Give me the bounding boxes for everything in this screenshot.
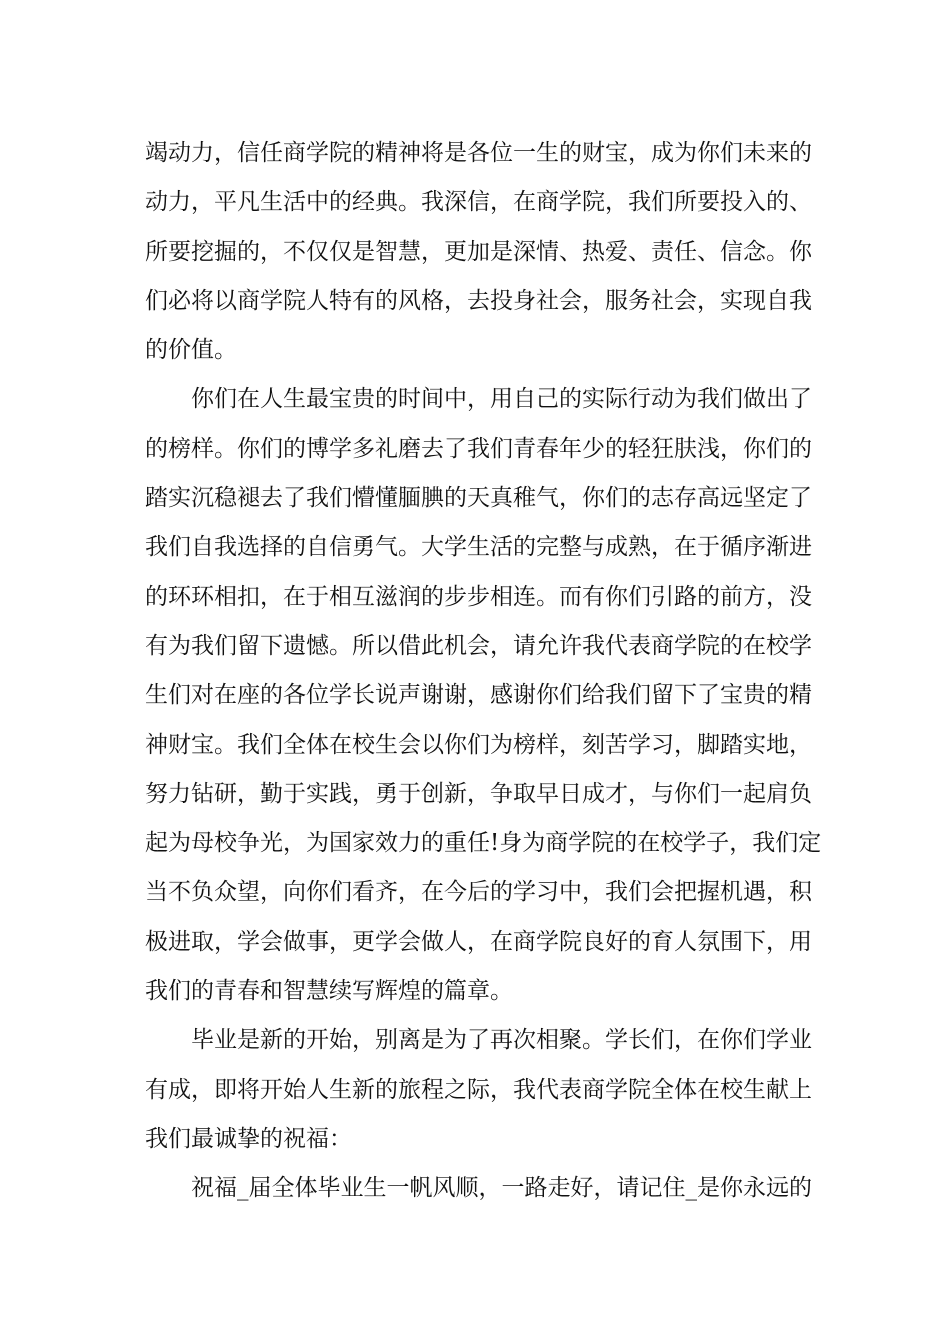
text-line: 所要挖掘的，不仅仅是智慧，更加是深情、热爱、责任、信念。你 [145, 238, 812, 265]
paragraph-3 [145, 1016, 810, 1164]
text-line: 踏实沉稳褪去了我们懵懂腼腆的天真稚气，你们的志存高远坚定了 [145, 485, 812, 512]
text-line: 祝福_届全体毕业生一帆风顺，一路走好，请记住_是你永远的 [191, 1175, 812, 1202]
text-line: 们必将以商学院人特有的风格，去投身社会，服务社会，实现自我 [145, 287, 812, 314]
text-line: 的价值。 [145, 337, 237, 364]
text-line: 的环环相扣，在于相互滋润的步步相连。而有你们引路的前方，没 [145, 583, 812, 610]
text-line: 你们在人生最宝贵的时间中，用自己的实际行动为我们做出了 [191, 386, 812, 413]
text-line: 神财宝。我们全体在校生会以你们为榜样，刻苦学习，脚踏实地， [145, 731, 812, 758]
text-line: 有成，即将开始人生新的旅程之际，我代表商学院全体在校生献上 [145, 1076, 812, 1103]
text-line: 竭动力，信任商学院的精神将是各位一生的财宝，成为你们未来的 [145, 140, 812, 166]
text-line: 毕业是新的开始，别离是为了再次相聚。学长们，在你们学业 [191, 1027, 812, 1054]
text-line: 我们的青春和智慧续写辉煌的篇章。 [145, 978, 513, 1005]
paragraph-1 [145, 129, 810, 375]
paragraph-2 [145, 375, 822, 1016]
text-line: 我们自我选择的自信勇气。大学生活的完整与成熟，在于循序渐进 [145, 534, 812, 561]
document-body [145, 129, 822, 1214]
text-line: 动力，平凡生活中的经典。我深信，在商学院，我们所要投入的、 [145, 189, 812, 216]
text-line: 当不负众望，向你们看齐，在今后的学习中，我们会把握机遇，积 [145, 879, 812, 906]
text-line: 努力钻研，勤于实践，勇于创新，争取早日成才，与你们一起肩负 [145, 780, 812, 807]
text-line: 极进取，学会做事，更学会做人，在商学院良好的育人氛围下，用 [145, 928, 812, 955]
text-line: 有为我们留下遗憾。所以借此机会，请允许我代表商学院的在校学 [145, 632, 812, 659]
paragraph-4 [145, 1164, 810, 1213]
text-line: 生们对在座的各位学长说声谢谢，感谢你们给我们留下了宝贵的精 [145, 682, 812, 709]
text-line: 我们最诚挚的祝福： [145, 1125, 352, 1152]
text-line: 的榜样。你们的博学多礼磨去了我们青春年少的轻狂肤浅，你们的 [145, 435, 812, 462]
text-line: 起为母校争光，为国家效力的重任!身为商学院的在校学子，我们定 [145, 830, 822, 857]
